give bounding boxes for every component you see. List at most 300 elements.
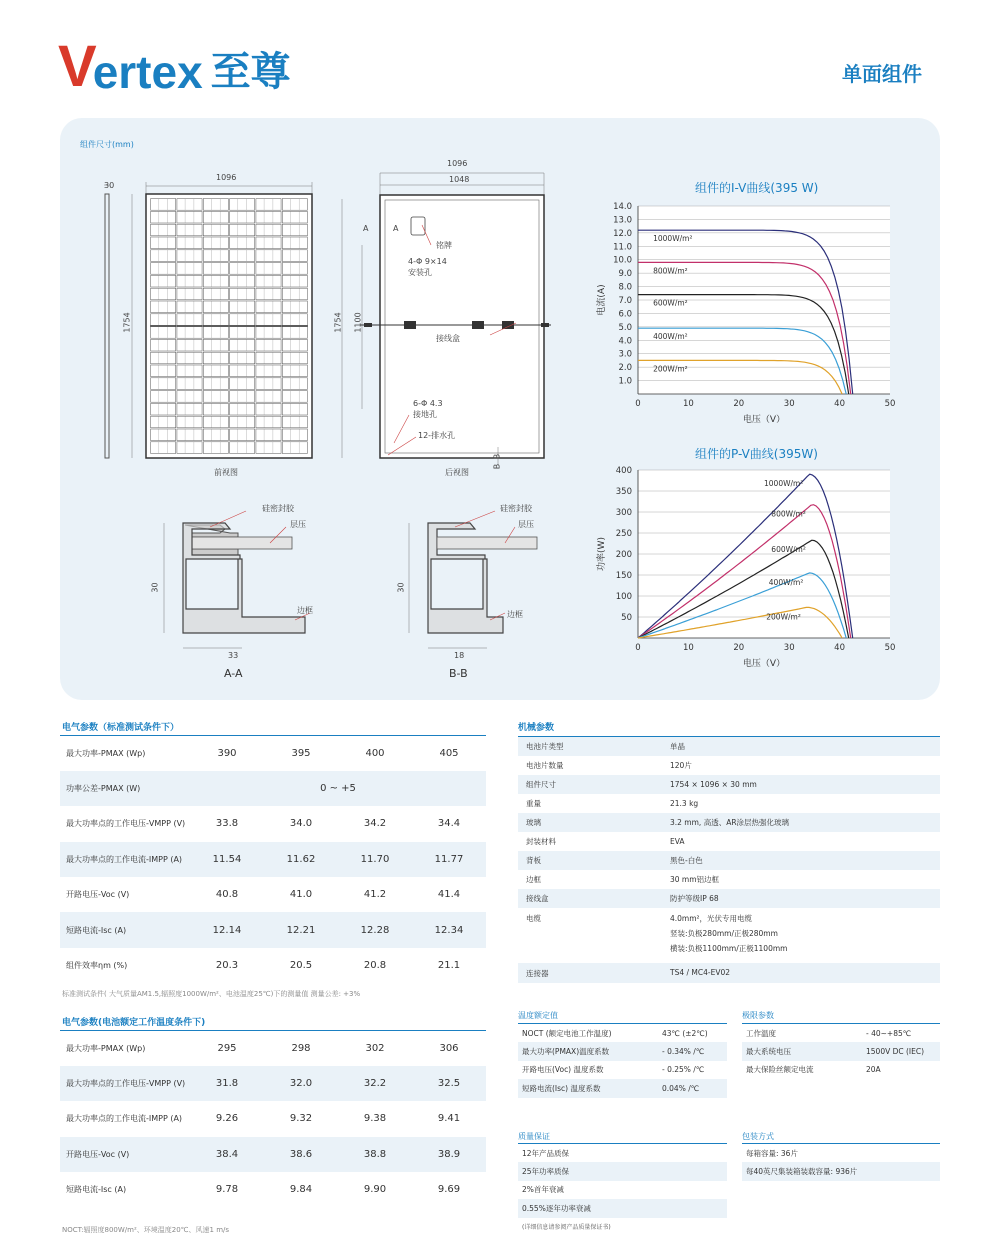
- solar-cell: [151, 301, 176, 313]
- solar-cell: [177, 378, 202, 390]
- table-row: [60, 1137, 486, 1172]
- solar-cell: [177, 288, 202, 300]
- cell-value: 12.28: [338, 912, 412, 947]
- solar-cell: [282, 416, 307, 428]
- y-tick-label: 5.0: [618, 322, 632, 333]
- solar-cell: [282, 301, 307, 313]
- solar-cell: [230, 378, 255, 390]
- row-value: 120片: [670, 760, 692, 770]
- solar-cell: [177, 339, 202, 351]
- solar-cell: [177, 314, 202, 326]
- cell-value: 32.2: [338, 1066, 412, 1101]
- cell-value: 302: [365, 1042, 385, 1054]
- elec-stc-note: 标准测试条件( 大气质量AM1.5,辐照度1000W/m²、电池温度25℃)下的测量值 测量公差: +3%: [62, 990, 361, 998]
- solar-cell: [177, 301, 202, 313]
- row-value: 1754 × 1096 × 30 mm: [662, 775, 940, 794]
- temp-title: 温度额定值: [518, 1011, 558, 1020]
- solar-cell: [282, 352, 307, 364]
- cell-value: 33.8: [215, 818, 239, 830]
- solar-cell: [230, 275, 255, 287]
- solar-cell: [256, 339, 281, 351]
- solar-cell: [230, 211, 255, 223]
- solar-cell: [256, 416, 281, 428]
- table-row: [518, 1024, 727, 1043]
- solar-cell: [230, 327, 255, 339]
- solar-cell: [203, 339, 228, 351]
- y-tick-label: 13.0: [613, 215, 632, 226]
- solar-cell: [151, 352, 176, 364]
- x-tick-label: 10: [682, 399, 694, 409]
- solar-cell: [151, 327, 176, 339]
- cell-value: 41.0: [289, 889, 313, 901]
- row-value: 30 mm铝边框: [670, 874, 720, 884]
- aa-frame-label: 边框: [297, 606, 313, 615]
- section-b-mark-top: B: [492, 453, 502, 460]
- solar-cell: [151, 288, 176, 300]
- table-row: [518, 794, 940, 813]
- row-label: 最大功率点的工作电流-IMPP (A): [60, 842, 190, 877]
- y-tick-label: 4.0: [618, 336, 632, 347]
- solar-cell: [151, 403, 176, 415]
- row-value: 防护等级IP 68: [662, 889, 940, 908]
- y-tick-label: 400: [615, 466, 632, 476]
- solar-cell: [151, 275, 176, 287]
- cell-value: 9.78: [215, 1184, 239, 1196]
- cell-value: 9.32: [289, 1113, 313, 1125]
- solar-cell: [282, 365, 307, 377]
- table-row: [60, 736, 486, 771]
- row-key: 开路电压(Voc) 温度系数: [522, 1065, 604, 1075]
- solar-cell: [203, 263, 228, 275]
- solar-cell: [230, 224, 255, 236]
- solar-cell: [177, 237, 202, 249]
- solar-cell: [177, 263, 202, 275]
- table-row: [518, 851, 940, 870]
- solar-cell: [256, 237, 281, 249]
- row-value: - 0.34% /℃: [658, 1042, 727, 1061]
- solar-cell: [177, 429, 202, 441]
- solar-cell: [203, 211, 228, 223]
- temp-table: [518, 1023, 727, 1098]
- cell-value: 40.8: [215, 889, 239, 901]
- solar-cell: [151, 314, 176, 326]
- solar-cell: [203, 224, 228, 236]
- pv-chart-title: 组件的P-V曲线(395W): [695, 447, 818, 461]
- warranty-note: (详细信息请参阅产品质量保证书): [522, 1224, 611, 1231]
- cell-value: 9.69: [437, 1184, 461, 1196]
- solar-cell: [282, 224, 307, 236]
- table-row: [60, 948, 486, 983]
- cell-value: 20.3: [215, 960, 239, 972]
- limits-table: [742, 1023, 940, 1079]
- packing-table: [742, 1143, 940, 1181]
- mech-table: [518, 736, 940, 908]
- mech-cable-v1: 4.0mm²，光伏专用电缆: [670, 914, 753, 923]
- solar-cell: [151, 237, 176, 249]
- x-tick-label: 30: [783, 643, 795, 653]
- cell-value: 400: [365, 747, 385, 759]
- solar-cell: [177, 224, 202, 236]
- y-tick-label: 7.0: [618, 296, 632, 306]
- table-row: [518, 1199, 727, 1218]
- series-label: 600W/m²: [653, 298, 688, 308]
- row-value: 3.2 mm, 高透、AR涂层热强化玻璃: [662, 813, 940, 832]
- solar-cell: [230, 352, 255, 364]
- solar-cell: [203, 250, 228, 262]
- warranty-title: 质量保证: [518, 1132, 550, 1141]
- row-key: 背板: [518, 851, 662, 870]
- iv-chart-title: 组件的I-V曲线(395 W): [695, 181, 819, 195]
- x-tick-label: 50: [884, 643, 896, 653]
- cell-value: 395: [291, 747, 311, 759]
- y-tick-label: 14.0: [613, 202, 632, 212]
- back-width-inner: 1048: [449, 175, 470, 184]
- logo-ertex: ertex: [92, 46, 203, 98]
- row-value: EVA: [670, 836, 685, 846]
- solar-cell: [151, 429, 176, 441]
- row-value: 0.04% /℃: [658, 1079, 727, 1098]
- solar-cell: [177, 416, 202, 428]
- table-row: [60, 1031, 486, 1066]
- cell-value: 12.34: [412, 912, 486, 947]
- solar-cell: [282, 442, 307, 454]
- y-tick-label: 250: [615, 529, 632, 539]
- solar-cell: [177, 327, 202, 339]
- solar-cell: [203, 199, 228, 211]
- back-view-label: 后视图: [445, 468, 469, 477]
- cell-value: 298: [291, 1042, 311, 1054]
- solar-cell: [151, 378, 176, 390]
- y-tick-label: 12.0: [613, 228, 632, 239]
- warranty-table: [518, 1143, 727, 1218]
- row-key: 最大保险丝额定电流: [746, 1065, 814, 1075]
- row-key: 最大系统电压: [742, 1042, 862, 1061]
- solar-cell: [282, 288, 307, 300]
- series-label: 800W/m²: [653, 266, 688, 276]
- cell-value: 21.1: [437, 960, 461, 972]
- front-view-drawing: [96, 170, 336, 470]
- solar-cell: [177, 403, 202, 415]
- cell-value: 12.14: [190, 912, 264, 947]
- list-item: 2%首年衰减: [522, 1185, 564, 1195]
- limits-title: 极限参数: [742, 1011, 774, 1020]
- cell-value: 38.8: [338, 1137, 412, 1172]
- x-tick-label: 40: [834, 399, 846, 409]
- cell-value: 11.77: [412, 842, 486, 877]
- row-key: 玻璃: [518, 813, 662, 832]
- x-axis-label: 电压（V）: [742, 415, 786, 425]
- table-row: [518, 813, 940, 832]
- table-row: [60, 842, 486, 877]
- table-row: [518, 737, 940, 756]
- list-item: 25年功率质保: [518, 1162, 727, 1181]
- solar-cell: [203, 301, 228, 313]
- solar-cell: [177, 365, 202, 377]
- solar-cell: [282, 199, 307, 211]
- solar-cell: [203, 442, 228, 454]
- solar-cell: [230, 250, 255, 262]
- solar-cell: [282, 263, 307, 275]
- bb-laminate-label: 层压: [518, 520, 534, 529]
- cell-value: 12.21: [264, 912, 338, 947]
- row-key: NOCT (额定电池工作温度): [522, 1028, 612, 1038]
- row-key: 封装材料: [526, 836, 556, 846]
- cell-value: 41.4: [437, 889, 461, 901]
- row-key: 电池片类型: [518, 737, 662, 756]
- solar-cell: [282, 314, 307, 326]
- y-tick-label: 200: [615, 550, 632, 560]
- table-row: [518, 1181, 727, 1200]
- y-tick-label: 3.0: [618, 349, 632, 360]
- row-key: 工作温度: [746, 1028, 776, 1038]
- solar-cell: [177, 352, 202, 364]
- solar-cell: [151, 263, 176, 275]
- elec-noct-table: [60, 1030, 486, 1207]
- aa-title: A-A: [224, 667, 243, 680]
- cell-value: 390: [217, 747, 237, 759]
- solar-cell: [151, 224, 176, 236]
- y-tick-label: 50: [621, 613, 632, 623]
- aa-laminate-label: 层压: [290, 520, 306, 529]
- row-value: 20A: [866, 1065, 881, 1075]
- row-label: 功率公差-PMAX (W): [60, 771, 190, 806]
- section-b-mark-bottom: B: [492, 463, 502, 470]
- row-value: - 0.25% /℃: [662, 1065, 705, 1075]
- row-key: 边框: [526, 874, 541, 884]
- solar-cell: [256, 211, 281, 223]
- logo-v: V: [58, 34, 95, 99]
- elec-stc-title: 电气参数（标准测试条件下）: [62, 723, 180, 733]
- solar-cell: [230, 199, 255, 211]
- cell-value: 20.5: [289, 960, 313, 972]
- aa-height: 30: [150, 582, 160, 593]
- solar-cell: [203, 352, 228, 364]
- solar-cell: [230, 429, 255, 441]
- solar-cell: [256, 365, 281, 377]
- front-thickness: 30: [104, 181, 115, 190]
- solar-cell: [282, 403, 307, 415]
- solar-cell: [256, 403, 281, 415]
- front-width: 1096: [216, 173, 237, 182]
- solar-cell: [151, 199, 176, 211]
- packing-title: 包装方式: [742, 1132, 774, 1141]
- solar-cell: [230, 263, 255, 275]
- mech-connector-value: TS4 / MC4-EV02: [670, 968, 731, 977]
- cell-value: 11.54: [190, 842, 264, 877]
- series-label: 1000W/m²: [653, 234, 693, 244]
- row-key: 重量: [526, 798, 541, 808]
- list-item: 每40英尺集装箱装载容量: 936片: [742, 1162, 940, 1181]
- solar-cell: [203, 288, 228, 300]
- solar-cell: [282, 391, 307, 403]
- y-tick-label: 350: [615, 487, 632, 497]
- solar-cell: [177, 275, 202, 287]
- cell-value: 9.26: [215, 1113, 239, 1125]
- y-tick-label: 100: [615, 592, 632, 602]
- bb-width: 18: [454, 651, 465, 660]
- table-row: [742, 1042, 940, 1061]
- row-key: 短路电流(Isc) 温度系数: [518, 1079, 658, 1098]
- solar-cell: [151, 339, 176, 351]
- solar-cell: [230, 301, 255, 313]
- solar-cell: [203, 378, 228, 390]
- solar-cell: [177, 250, 202, 262]
- solar-cell: [203, 391, 228, 403]
- section-a-mark-left: A: [363, 224, 369, 233]
- solar-cell: [256, 224, 281, 236]
- solar-cell: [203, 275, 228, 287]
- solar-cell: [230, 314, 255, 326]
- row-label: 最大功率-PMAX (Wp): [66, 1043, 146, 1053]
- y-axis-label: 电流(A): [597, 284, 607, 316]
- table-row: [60, 1172, 486, 1207]
- cell-value: 9.84: [289, 1184, 313, 1196]
- junction-box-label: 接线盒: [436, 334, 460, 343]
- x-axis-label: 电压（V）: [742, 659, 786, 669]
- row-value: 单晶: [662, 737, 940, 756]
- solar-cell: [256, 352, 281, 364]
- y-tick-label: 300: [615, 508, 632, 518]
- cell-value: 34.4: [437, 818, 461, 830]
- solar-cell: [203, 237, 228, 249]
- solar-cell: [203, 416, 228, 428]
- solar-cell: [151, 391, 176, 403]
- solar-cell: [151, 442, 176, 454]
- elec-stc-table: [60, 735, 486, 983]
- table-row: [742, 1144, 940, 1163]
- ground-hole-spec: 6-Φ 4.3: [413, 399, 443, 408]
- x-tick-label: 50: [884, 399, 896, 409]
- cell-value: 11.62: [264, 842, 338, 877]
- table-row: [518, 1079, 727, 1098]
- list-item: 12年产品质保: [522, 1148, 570, 1158]
- section-a-mark-right: A: [393, 224, 399, 233]
- solar-cell: [282, 211, 307, 223]
- iv-chart: [590, 198, 910, 428]
- solar-cell: [256, 314, 281, 326]
- cell-value: 9.38: [363, 1113, 387, 1125]
- pv-chart: [590, 462, 910, 672]
- solar-cell: [151, 365, 176, 377]
- logo-chinese: 至尊: [210, 49, 291, 95]
- solar-cell: [282, 429, 307, 441]
- cell-value: 34.2: [363, 818, 387, 830]
- cell-value: 38.6: [264, 1137, 338, 1172]
- solar-cell: [230, 237, 255, 249]
- cell-value: 9.41: [437, 1113, 461, 1125]
- row-label: 组件效率ηm (%): [66, 961, 128, 971]
- solar-cell: [256, 288, 281, 300]
- x-tick-label: 0: [635, 399, 641, 409]
- row-value: - 40~+85℃: [866, 1028, 912, 1038]
- mech-connector-key: 连接器: [526, 969, 549, 978]
- series-label: 200W/m²: [653, 364, 688, 374]
- table-row: [518, 1061, 727, 1080]
- series-label: 1000W/m²: [764, 479, 804, 489]
- solar-cell: [177, 211, 202, 223]
- solar-cell: [177, 391, 202, 403]
- bb-height: 30: [396, 582, 406, 593]
- x-tick-label: 40: [834, 643, 846, 653]
- solar-cell: [256, 199, 281, 211]
- table-row: [60, 1101, 486, 1136]
- solar-cell: [203, 327, 228, 339]
- solar-cell: [256, 378, 281, 390]
- row-label: 开路电压-Voc (V): [60, 1137, 190, 1172]
- y-tick-label: 6.0: [618, 309, 632, 320]
- table-row: [518, 756, 940, 775]
- solar-cell: [256, 263, 281, 275]
- aa-sealant-label: 硅密封胶: [262, 504, 294, 513]
- solar-cell: [230, 288, 255, 300]
- solar-cell: [203, 314, 228, 326]
- series-label: 600W/m²: [771, 545, 806, 555]
- solar-cell: [230, 365, 255, 377]
- list-item: 每箱容量: 36片: [746, 1148, 798, 1158]
- table-row: [518, 1042, 727, 1061]
- mount-hole-label: 安装孔: [408, 268, 432, 277]
- solar-cell: [282, 250, 307, 262]
- table-row: [60, 1066, 486, 1101]
- series-label: 800W/m²: [771, 509, 806, 519]
- x-tick-label: 20: [733, 643, 745, 653]
- bb-frame-label: 边框: [507, 610, 523, 619]
- front-view-label: 前视图: [214, 468, 238, 477]
- mech-cable-v3: 横装:负极1100mm/正极1100mm: [670, 944, 788, 953]
- series-label: 400W/m²: [768, 577, 804, 587]
- solar-cell: [256, 301, 281, 313]
- row-label: 最大功率点的工作电压-VMPP (V): [66, 819, 186, 829]
- mech-cable-key: 电缆: [526, 914, 541, 923]
- nameplate-label: 铭牌: [436, 241, 452, 250]
- bb-title: B-B: [449, 667, 468, 680]
- front-height: 1754: [122, 312, 132, 333]
- cell-value: 9.90: [363, 1184, 387, 1196]
- solar-cell: [203, 365, 228, 377]
- row-span-value: 0 ~ +5: [190, 771, 486, 806]
- table-row: [60, 877, 486, 912]
- solar-cell: [230, 442, 255, 454]
- x-tick-label: 30: [783, 399, 795, 409]
- row-label: 短路电流-Isc (A): [60, 912, 190, 947]
- drain-hole-label: 12-排水孔: [418, 431, 456, 440]
- elec-noct-title: 电气参数(电池额定工作温度条件下): [62, 1018, 206, 1028]
- row-value: 21.3 kg: [670, 798, 699, 808]
- row-value: 43℃ (±2℃): [662, 1028, 708, 1038]
- cell-value: 38.4: [190, 1137, 264, 1172]
- table-row: [742, 1162, 940, 1181]
- mech-connector-row: [518, 963, 940, 983]
- table-row: [60, 771, 486, 806]
- list-item: 0.55%逐年功率衰减: [518, 1199, 727, 1218]
- solar-cell: [256, 429, 281, 441]
- row-key: 最大功率(PMAX)温度系数: [518, 1042, 658, 1061]
- elec-noct-note: NOCT:辐照度800W/m²、环境温度20℃、风速1 m/s: [62, 1226, 230, 1234]
- table-row: [518, 832, 940, 851]
- cell-value: 32.0: [264, 1066, 338, 1101]
- row-label: 最大功率-PMAX (Wp): [66, 748, 146, 758]
- bb-sealant-label: 硅密封胶: [500, 504, 532, 513]
- dims-title: 组件尺寸(mm): [80, 140, 134, 149]
- row-key: 组件尺寸: [518, 775, 662, 794]
- table-row: [60, 912, 486, 947]
- y-tick-label: 9.0: [618, 269, 632, 280]
- solar-cell: [177, 199, 202, 211]
- cell-value: 34.0: [289, 818, 313, 830]
- solar-cell: [256, 442, 281, 454]
- solar-cell: [256, 391, 281, 403]
- back-inner-height: 1100: [353, 312, 363, 333]
